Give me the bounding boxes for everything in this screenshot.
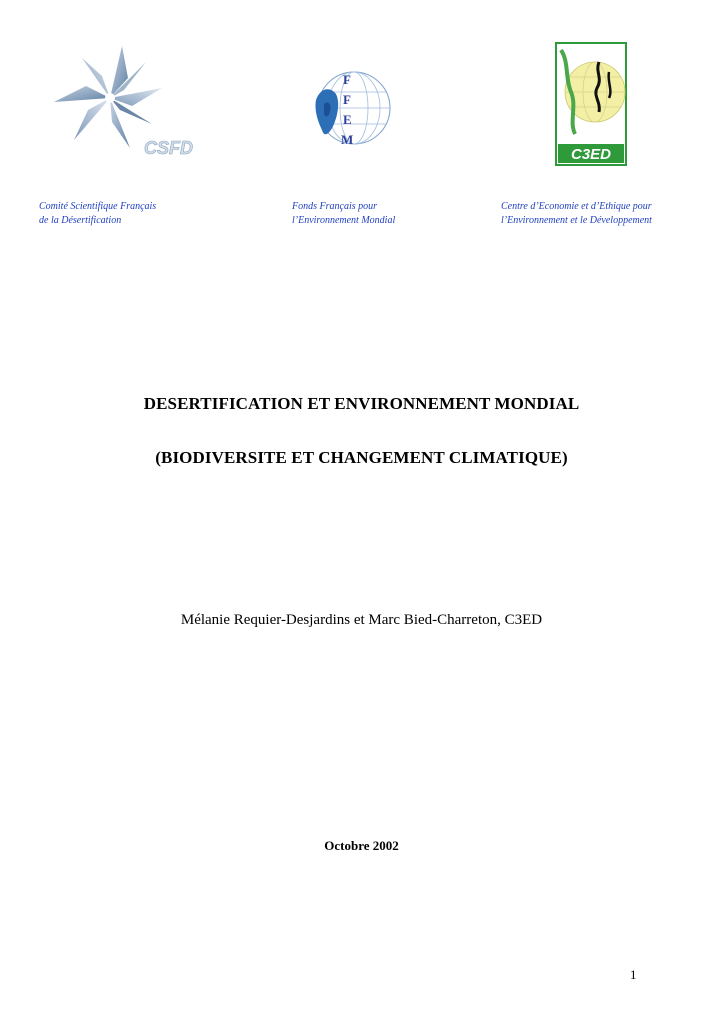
org-caption-line: Comité Scientifique Français [39, 201, 157, 212]
org-caption-line: Centre d’Economie et d’Ethique pour [501, 201, 652, 212]
authors: Mélanie Requier-Desjardins et Marc Bied-Charreton, C3ED [180, 612, 543, 628]
org-caption-csfd [39, 200, 156, 228]
org-caption-line: de la Désertification [39, 215, 122, 226]
org-caption-line: l’Environnement Mondial [292, 215, 396, 226]
csfd-logo-text: CSFD [144, 138, 193, 158]
ffem-letter-2: F [343, 92, 351, 107]
ffem-letter-1: F [343, 72, 351, 87]
c3ed-logo-text: C3ED [570, 146, 612, 163]
org-caption-c3ed [501, 200, 652, 228]
csfd-logo [48, 42, 193, 160]
ffem-logo [310, 64, 392, 150]
ffem-letter-4: M [341, 132, 354, 147]
org-caption-line: Fonds Français pour [292, 201, 377, 212]
c3ed-logo [555, 42, 627, 166]
publication-date: Octobre 2002 [324, 838, 399, 853]
org-caption-line: l’Environnement et le Développement [501, 215, 652, 226]
document-subtitle: (BIODIVERSITE ET CHANGEMENT CLIMATIQUE) [155, 448, 568, 467]
page-number: 1 [630, 967, 637, 982]
document-title: DESERTIFICATION ET ENVIRONNEMENT MONDIAL [143, 394, 580, 413]
org-caption-ffem [292, 200, 395, 228]
ffem-letter-3: E [343, 112, 352, 127]
